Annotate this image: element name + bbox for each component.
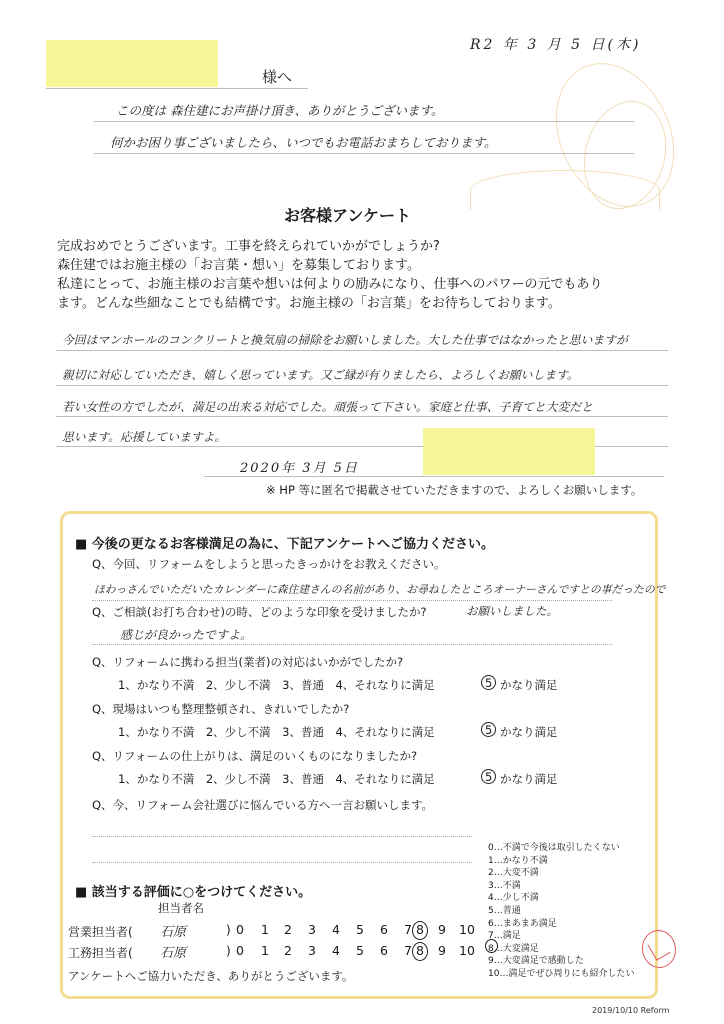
closing-thanks: アンケートへご協力いただき、ありがとうございます。 [68,969,354,983]
legend-item: 10…満足でぜひ周りにも紹介したい [488,969,635,979]
score-digit: 0 [236,922,244,937]
question-finish-quality: Q、リフォームの仕上がりは、満足のいくものになりましたか? [92,749,418,763]
recipient-name-redacted [46,40,218,87]
option-5-label: かなり満足 [500,678,558,692]
score-digit: 5 [356,943,364,958]
score-digit: 0 [236,943,244,958]
survey-intro-line-4: ます。どんな些細なことでも結構です。お施主様の「お言葉」をお待ちしております。 [57,296,561,311]
score-digit: 9 [438,922,446,937]
score-digit: 10 [459,943,475,958]
options-site-cleanliness: 1、かなり不満 2、少し不満 3、普通 4、それなりに満足 [118,725,435,739]
selected-score-circle [412,942,428,961]
greeting-line-1: この度は 森住建にお声掛け頂き、ありがとうございます。 [116,103,444,118]
score-digit: 6 [380,943,388,958]
score-digit: 2 [284,943,292,958]
staff-name-header: 担当者名 [158,901,204,915]
option-5-number: 5 [485,723,493,737]
score-digit: 1 [261,922,269,937]
score-digit: 5 [356,922,364,937]
survey-intro-line-3: 私達にとって、お施主様のお言葉や想いは何よりの励みになり、仕事へのパワーの元でもあり [57,277,603,292]
option-5-number: 5 [485,676,493,690]
legend-item: 4…少し不満 [488,893,539,904]
comment-line-3: 若い女性の方でしたが、満足の出来る対応でした。頑張って下さい。家庭と仕事、子育てと大変だと [62,400,593,414]
question-staff-response: Q、リフォームに携わる担当(業者)の対応はいかがでしたか? [92,655,404,669]
legend-item: 9…大変満足で感動した [488,956,584,967]
options-finish-quality: 1、かなり不満 2、少し不満 3、普通 4、それなりに満足 [118,772,435,786]
legend-item: 1…かなり不満 [488,855,548,866]
score-digit: 8 [416,943,424,958]
score-digit: 6 [380,922,388,937]
sales-staff-score-scale [0,922,480,940]
sales-staff-label: 営業担当者( [68,925,133,939]
recipient-suffix: 様へ [262,68,293,86]
selected-score-circle [412,921,428,940]
score-digit: 3 [308,943,316,958]
sales-staff-close: ) [226,923,231,937]
question-trigger: Q、今回、リフォームをしようと思ったきっかけをお教えください。 [92,557,446,571]
legend-item: 2…大変不満 [488,868,539,879]
legend-item: 8…大変満足 [488,943,539,954]
score-digit: 1 [261,943,269,958]
greeting-line-2: 何かお困り事ございましたら、いつでもお電話おまちしております。 [110,135,497,150]
comment-line-4: 思います。応援していますよ。 [62,430,227,444]
score-digit: 7 [404,943,412,958]
comment-line-1: 今回はマンホールのコンクリートと換気扇の掃除をお願いしました。大した仕事ではなかったと思いますが [62,333,628,347]
score-digit: 3 [308,922,316,937]
score-digit: 8 [416,922,424,937]
construction-staff-score-scale [0,943,480,961]
comment-date: 2020年 3月 5日 [240,461,359,476]
legend-item: 5…普通 [488,906,521,916]
construction-staff-name: 石原 [160,946,187,961]
survey-intro-line-1: 完成おめでとうございます。工事を終えられていかがでしょうか? [57,239,440,254]
question-impression-handwritten: お願いしました。 [466,604,558,618]
legend-item: 0…不満で今後は取引したくない [488,843,620,853]
score-digit: 9 [438,943,446,958]
survey-intro-line-2: 森住建ではお施主様の「お言葉・想い」を募集しております。 [57,258,420,273]
question-impression: Q、ご相談(お打ち合わせ)の時、どのような印象を受けましたか? [92,605,427,619]
signature-redacted [423,428,595,475]
score-digit: 2 [284,922,292,937]
questionnaire-heading: ■ 今後の更なるお客様満足の為に、下記アンケートへご協力ください。 [75,537,495,552]
options-staff-response: 1、かなり不満 2、少し不満 3、普通 4、それなりに満足 [118,678,435,692]
survey-title: お客様アンケート [284,206,412,225]
legend-item: 7…満足 [488,931,521,942]
construction-staff-close: ) [226,944,231,958]
comment-line-2: 親切に対応していただき、嬉しく思っています。又ご縁が有りましたら、よろしくお願いします。 [62,368,579,382]
legend-item: 6…まあまあ満足 [488,918,557,929]
option-5-label: かなり満足 [500,725,558,739]
answer-trigger: ほわっさんでいただいたカレンダーに森住建さんの名前があり、お尋ねしたところオーナーさんですとの事だったので [94,583,666,596]
sales-staff-name: 石原 [160,925,187,940]
anonymity-notice: ※ HP 等に匿名で掲載させていただきますので、よろしくお願いします。 [266,483,643,497]
letter-date: R2 年 3 月 5 日(木) [470,37,642,53]
option-5-number: 5 [485,770,493,784]
option-5-label: かなり満足 [500,772,558,786]
score-digit: 7 [404,922,412,937]
form-version: 2019/10/10 Reform [592,1006,670,1015]
rating-heading: ■ 該当する評価に○をつけてください。 [75,885,312,900]
score-digit: 4 [332,922,340,937]
legend-item: 3…不満 [488,880,521,891]
question-advice: Q、今、リフォーム会社選びに悩んでいる方へ一言お願いします。 [92,798,434,812]
legend-selected-circle [485,939,498,953]
score-digit: 10 [459,922,475,937]
answer-impression: 感じが良かったですよ。 [120,628,253,642]
question-site-cleanliness: Q、現場はいつも整理整頓され、きれいでしたか? [92,702,350,716]
score-digit: 4 [332,943,340,958]
construction-staff-label: 工務担当者( [68,946,133,960]
